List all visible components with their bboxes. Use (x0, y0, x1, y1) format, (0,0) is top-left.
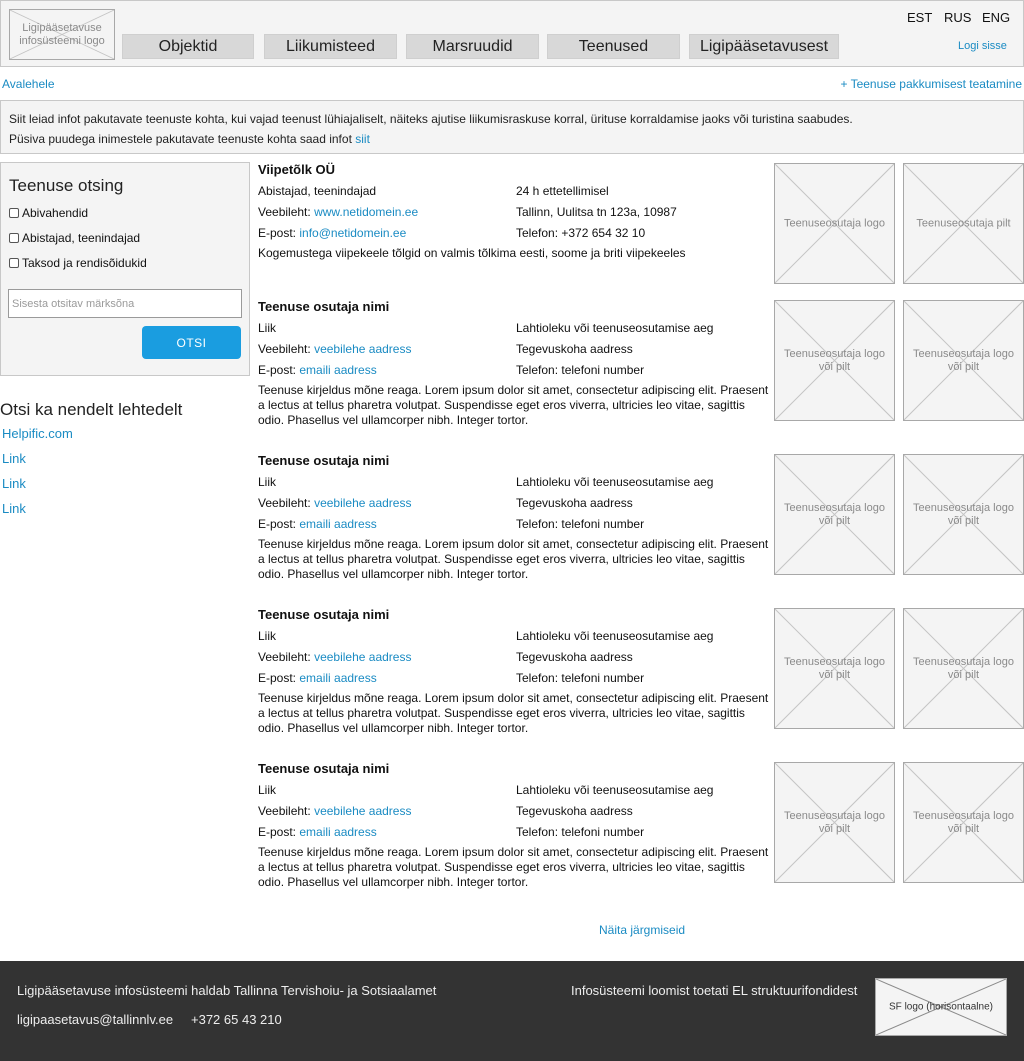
footer-maintainer: Ligipääsetavuse infosüsteemi haldab Tallinna Tervishoiu- ja Sotsiaalamet (17, 983, 437, 998)
provider-logo-image (774, 762, 895, 883)
provider-email-link[interactable]: info@netidomein.ee (299, 226, 407, 240)
nav-ligipaasetavusest[interactable]: Ligipääsetavusest (689, 34, 839, 59)
provider-address: Tegevuskoha aadress (516, 650, 633, 664)
provider-logo-label: Teenuseosutaja logo või pilt (784, 347, 885, 373)
provider-hours: Lahtioleku või teenuseosutamise aeg (516, 321, 714, 335)
provider-type-link[interactable]: Abistajad, teenindajad (258, 184, 377, 198)
lang-est[interactable]: EST (907, 10, 933, 25)
provider-logo-image (774, 454, 895, 575)
nav-objektid[interactable]: Objektid (122, 34, 254, 59)
provider-email-link[interactable]: emaili aadress (299, 671, 377, 685)
provider-logo-image (774, 300, 895, 421)
checkbox-label: Taksod ja rendisõidukid (22, 256, 147, 270)
provider-email-row (258, 517, 377, 531)
website-label: Veebileht: (258, 342, 311, 356)
checkbox-taksod[interactable] (9, 256, 147, 270)
provider-email-link[interactable]: emaili aadress (299, 517, 377, 531)
provider-name: Teenuse osutaja nimi (258, 761, 390, 776)
other-link[interactable]: Link (2, 501, 26, 516)
provider-photo-image (903, 608, 1024, 729)
provider-email-link[interactable]: emaili aadress (299, 825, 377, 839)
checkbox-label: Abistajad, teenindajad (22, 231, 141, 245)
provider-address: Tegevuskoha aadress (516, 804, 633, 818)
other-link[interactable]: Link (2, 451, 26, 466)
provider-website-row (258, 804, 411, 818)
provider-card (258, 453, 1024, 581)
footer-funding: Infosüsteemi loomist toetati EL struktuurifondidest (571, 983, 858, 998)
provider-website-row (258, 496, 411, 510)
checkbox-abivahendid[interactable] (9, 206, 88, 220)
provider-logo-image (774, 608, 895, 729)
email-label: E-post: (258, 517, 297, 531)
report-service-link[interactable]: + Teenuse pakkumisest teatamine (840, 77, 1022, 91)
other-link[interactable]: Link (2, 476, 26, 491)
website-label: Veebileht: (258, 804, 311, 818)
provider-name: Teenuse osutaja nimi (258, 453, 390, 468)
lang-rus[interactable]: RUS (944, 10, 972, 25)
info-line-1: Siit leiad infot pakutavate teenuste kohta, kui vajad teenust lühiajaliselt, näiteks ajutise liikumisraskuse korral, ürituse korraldamise jaoks või turistina saabudes. (9, 112, 853, 126)
provider-website-link[interactable]: veebilehe aadress (314, 496, 412, 510)
provider-type-link[interactable]: Liik (258, 475, 277, 489)
provider-card (258, 299, 1024, 427)
checkbox-icon[interactable] (9, 233, 19, 243)
checkbox-icon[interactable] (9, 258, 19, 268)
website-label: Veebileht: (258, 496, 311, 510)
email-label: E-post: (258, 363, 297, 377)
site-logo-text: Ligipääsetavuse infosüsteemi logo (19, 21, 105, 47)
provider-type-link[interactable]: Liik (258, 783, 277, 797)
provider-description: Teenuse kirjeldus mõne reaga. Lorem ipsum dolor sit amet, consectetur adipiscing elit. Praesent a lectus at tellus pharetra volutpat. Suspendisse eget eros viverra, ultricies leo vitae, sagittis odio. Phasellus vel ullamcorper nibh. Integer tortor. (258, 845, 769, 889)
footer-phone: +372 65 43 210 (191, 1012, 282, 1027)
provider-hours: Lahtioleku või teenuseosutamise aeg (516, 475, 714, 489)
nav-marsruudid[interactable]: Marsruudid (406, 34, 539, 59)
provider-photo-image (903, 163, 1024, 284)
provider-logo-label: Teenuseosutaja logo või pilt (784, 809, 885, 835)
provider-photo-image (903, 762, 1024, 883)
provider-hours: Lahtioleku või teenuseosutamise aeg (516, 629, 714, 643)
site-footer (0, 961, 1024, 1061)
sf-logo (875, 978, 1007, 1036)
provider-phone: Telefon: telefoni number (516, 363, 645, 377)
provider-card (258, 761, 1024, 889)
provider-phone: Telefon: telefoni number (516, 517, 645, 531)
provider-logo-label: Teenuseosutaja logo (784, 217, 885, 229)
sf-logo-label: SF logo (horisontaalne) (889, 1001, 993, 1013)
provider-photo-image (903, 300, 1024, 421)
breadcrumb-home[interactable]: Avalehele (2, 77, 55, 91)
provider-email-row (258, 671, 377, 685)
nav-teenused[interactable]: Teenused (547, 34, 680, 59)
info-line-2-text: Püsiva puudega inimestele pakutavate teenuste kohta saad infot (9, 132, 356, 146)
provider-website-link[interactable]: veebilehe aadress (314, 804, 412, 818)
login-link[interactable]: Logi sisse (958, 40, 1007, 52)
provider-website-row (258, 342, 411, 356)
info-line-2 (9, 129, 1015, 149)
provider-name: Teenuse osutaja nimi (258, 299, 390, 314)
provider-card (258, 607, 1024, 735)
provider-description: Teenuse kirjeldus mõne reaga. Lorem ipsum dolor sit amet, consectetur adipiscing elit. Praesent a lectus at tellus pharetra volutpat. Suspendisse eget eros viverra, ultricies leo vitae, sagittis odio. Phasellus vel ullamcorper nibh. Integer tortor. (258, 383, 769, 427)
provider-phone: Telefon: +372 654 32 10 (516, 226, 646, 240)
search-button[interactable]: OTSI (142, 326, 241, 359)
provider-description: Kogemustega viipekeele tõlgid on valmis tõlkima eesti, soome ja briti viipekeeles (258, 246, 686, 260)
provider-name: Teenuse osutaja nimi (258, 607, 390, 622)
website-label: Veebileht: (258, 650, 311, 664)
show-next-link[interactable]: Näita järgmiseid (599, 923, 686, 937)
info-here-link[interactable]: siit (355, 132, 370, 146)
checkbox-abistajad[interactable] (9, 231, 140, 245)
provider-logo-image (774, 163, 895, 284)
provider-website-link[interactable]: veebilehe aadress (314, 342, 412, 356)
provider-logo-label: Teenuseosutaja logo või pilt (784, 501, 885, 527)
provider-phone: Telefon: telefoni number (516, 825, 645, 839)
provider-photo-label: Teenuseosutaja pilt (916, 217, 1011, 229)
provider-logo-label: Teenuseosutaja logo või pilt (784, 655, 885, 681)
email-label: E-post: (258, 226, 297, 240)
provider-email-row (258, 825, 377, 839)
provider-email-row (258, 226, 406, 240)
provider-photo-label: Teenuseosutaja logo või pilt (913, 809, 1014, 835)
provider-website-row (258, 205, 418, 219)
provider-card (258, 162, 1024, 284)
provider-photo-image (903, 454, 1024, 575)
website-label: Veebileht: (258, 205, 311, 219)
provider-photo-label: Teenuseosutaja logo või pilt (913, 501, 1014, 527)
provider-website-link[interactable]: www.netidomein.ee (314, 205, 419, 219)
site-logo[interactable] (9, 9, 115, 60)
provider-name: Viipetõlk OÜ (258, 162, 336, 177)
info-box (0, 100, 1024, 154)
provider-email-row (258, 363, 377, 377)
provider-photo-label: Teenuseosutaja logo või pilt (913, 655, 1014, 681)
nav-liikumisteed[interactable]: Liikumisteed (264, 34, 397, 59)
email-label: E-post: (258, 825, 297, 839)
footer-email[interactable]: ligipaasetavus@tallinnlv.ee (17, 1012, 174, 1027)
provider-description: Teenuse kirjeldus mõne reaga. Lorem ipsum dolor sit amet, consectetur adipiscing elit. Praesent a lectus at tellus pharetra volutpat. Suspendisse eget eros viverra, ultricies leo vitae, sagittis odio. Phasellus vel ullamcorper nibh. Integer tortor. (258, 691, 769, 735)
search-title: Teenuse otsing (9, 176, 124, 195)
checkbox-label: Abivahendid (22, 206, 89, 220)
provider-type-link[interactable]: Liik (258, 629, 277, 643)
provider-address: Tegevuskoha aadress (516, 342, 633, 356)
provider-address: Tegevuskoha aadress (516, 496, 633, 510)
provider-photo-label: Teenuseosutaja logo või pilt (913, 347, 1014, 373)
search-input[interactable] (8, 289, 242, 318)
provider-hours: 24 h ettetellimisel (516, 184, 609, 198)
site-header (0, 0, 1024, 67)
other-pages-title: Otsi ka nendelt lehtedelt (0, 400, 183, 419)
provider-description: Teenuse kirjeldus mõne reaga. Lorem ipsum dolor sit amet, consectetur adipiscing elit. Praesent a lectus at tellus pharetra volutpat. Suspendisse eget eros viverra, ultricies leo vitae, sagittis odio. Phasellus vel ullamcorper nibh. Integer tortor. (258, 537, 769, 581)
lang-eng[interactable]: ENG (982, 10, 1011, 25)
email-label: E-post: (258, 671, 297, 685)
provider-type-link[interactable]: Liik (258, 321, 277, 335)
provider-website-row (258, 650, 411, 664)
checkbox-icon[interactable] (9, 208, 19, 218)
provider-phone: Telefon: telefoni number (516, 671, 645, 685)
other-link-helpific[interactable]: Helpific.com (2, 426, 73, 441)
provider-email-link[interactable]: emaili aadress (299, 363, 377, 377)
provider-address: Tallinn, Uulitsa tn 123a, 10987 (516, 205, 677, 219)
provider-website-link[interactable]: veebilehe aadress (314, 650, 412, 664)
provider-hours: Lahtioleku või teenuseosutamise aeg (516, 783, 714, 797)
